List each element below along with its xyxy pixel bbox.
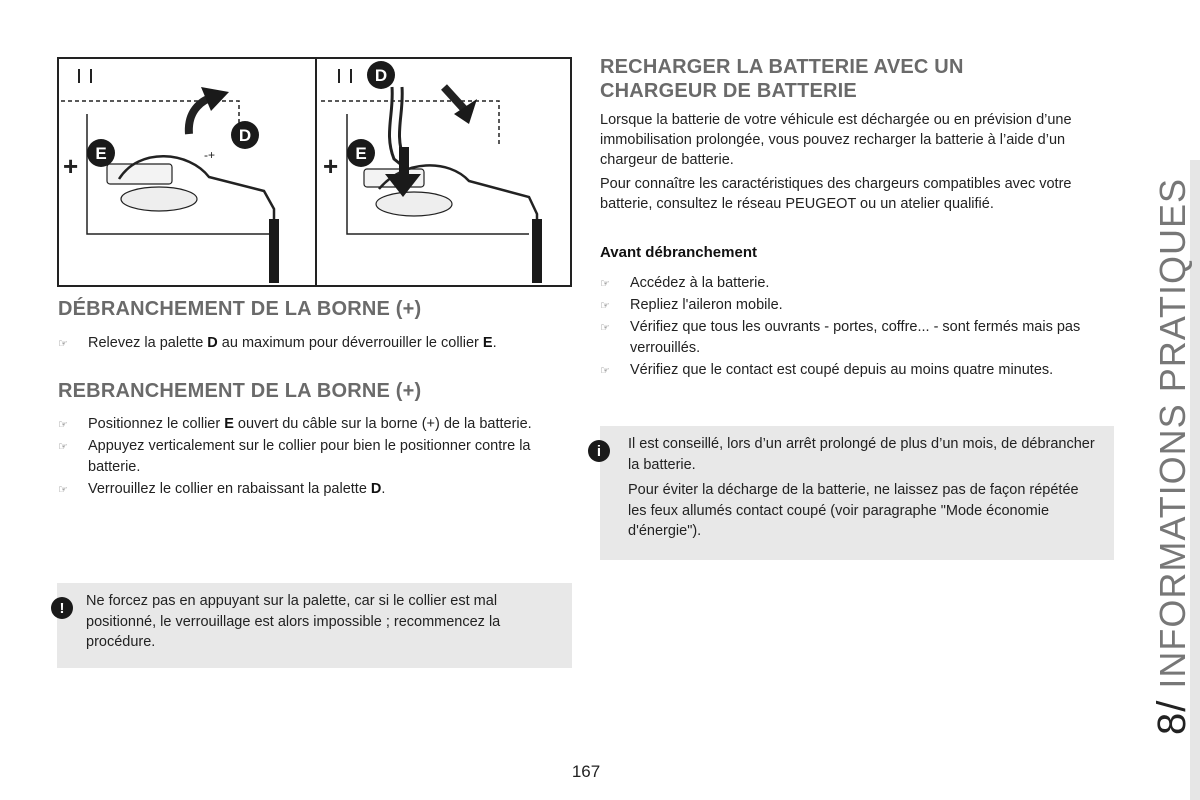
step-text: Positionnez le collier	[88, 416, 225, 432]
info-text: Il est conseillé, lors d’un arrêt prolongé de plus d’un mois, de débrancher la batterie.	[628, 436, 1095, 473]
hand-pointer-icon: ☞	[600, 300, 610, 312]
hand-pointer-icon: ☞	[58, 441, 68, 453]
exclamation-icon: !	[51, 597, 73, 619]
section-title-reconnect: REBRANCHEMENT DE LA BORNE (+)	[58, 380, 422, 402]
label-d-right: D	[374, 66, 388, 85]
hand-pointer-icon: ☞	[600, 278, 610, 290]
hand-pointer-icon: ☞	[58, 338, 68, 350]
step-text: E	[482, 335, 493, 351]
step-text: .	[492, 335, 497, 351]
disconnect-steps	[58, 333, 568, 354]
page-number: 167	[571, 762, 601, 781]
list-item	[58, 479, 548, 500]
illustration-left-panel	[61, 69, 279, 283]
section-title-disconnect: DÉBRANCHEMENT DE LA BORNE (+)	[58, 298, 422, 320]
step-text: Relevez la palette	[88, 335, 208, 351]
illustration-right-labels	[323, 61, 395, 181]
step-text: Verrouillez le collier en rabaissant la palette	[88, 481, 371, 497]
step-text: .	[381, 481, 386, 497]
hand-pointer-icon: ☞	[58, 419, 68, 431]
info-icon: i	[588, 440, 610, 462]
step-text: ouvert du câble sur la borne (+) de la batterie.	[233, 416, 532, 432]
chapter-label: INFORMATIONS PRATIQUES	[1152, 177, 1193, 689]
list-item	[58, 414, 548, 435]
list-item	[58, 436, 548, 478]
info-box	[596, 426, 1114, 560]
before-disconnect-steps	[600, 273, 1105, 381]
warning-box	[57, 583, 572, 668]
warning-text: Ne forcez pas en appuyant sur la palette, car si le collier est mal positionné, le verrouillage est alors impossible ; recommencez la procédure.	[86, 593, 501, 650]
label-e-right: E	[355, 144, 367, 163]
step-text: au maximum pour déverrouiller le collier	[217, 335, 483, 351]
info-text: Pour éviter la décharge de la batterie, ne laissez pas de façon répétée les feux allumés contact coupé (voir paragraphe "Mode économie d'énergie").	[628, 482, 1079, 539]
illustration-right-panel	[321, 69, 542, 283]
step-text: Accédez à la batterie.	[630, 275, 770, 291]
list-item	[600, 295, 1105, 316]
recharge-intro: Lorsque la batterie de votre véhicule est déchargée ou en prévision d’une immobilisation prolongée, vous pouvez recharger la batterie à l’aide d’un chargeur de batterie.	[600, 112, 1072, 168]
step-text: D	[370, 481, 382, 497]
section-title-recharge	[600, 55, 964, 103]
reconnect-steps	[58, 414, 548, 500]
svg-text:-+: -+	[204, 148, 216, 162]
step-text: Appuyez verticalement sur le collier pour bien le positionner contre la batterie.	[88, 438, 531, 475]
chapter-title	[1150, 178, 1195, 735]
plus-sign-left: +	[63, 151, 79, 181]
step-text: Vérifiez que le contact est coupé depuis au moins quatre minutes.	[630, 362, 1054, 378]
step-text: E	[224, 416, 234, 432]
list-item	[600, 273, 1105, 294]
step-text: Vérifiez que tous les ouvrants - portes, coffre... - sont fermés mais pas verrouillés.	[630, 319, 1081, 356]
plus-sign-right: +	[323, 151, 339, 181]
hand-pointer-icon: ☞	[600, 365, 610, 377]
label-e-left: E	[95, 144, 107, 163]
list-item	[600, 317, 1105, 359]
list-item	[600, 360, 1105, 381]
hand-pointer-icon: ☞	[58, 484, 68, 496]
recharge-compat: Pour connaître les caractéristiques des chargeurs compatibles avec votre batterie, consultez le réseau PEUGEOT ou un atelier qualifié.	[600, 176, 1072, 212]
subheading-before-disconnect: Avant débranchement	[600, 244, 757, 261]
chapter-number: 8/	[1150, 699, 1194, 735]
title-line: RECHARGER LA BATTERIE AVEC UN	[600, 56, 964, 78]
label-d-left: D	[238, 126, 252, 145]
battery-terminal-illustration	[57, 57, 572, 287]
list-item	[58, 333, 568, 354]
hand-pointer-icon: ☞	[600, 322, 610, 334]
step-text: Repliez l'aileron mobile.	[630, 297, 783, 313]
title-line: CHARGEUR DE BATTERIE	[600, 80, 857, 102]
step-text: D	[207, 335, 218, 351]
